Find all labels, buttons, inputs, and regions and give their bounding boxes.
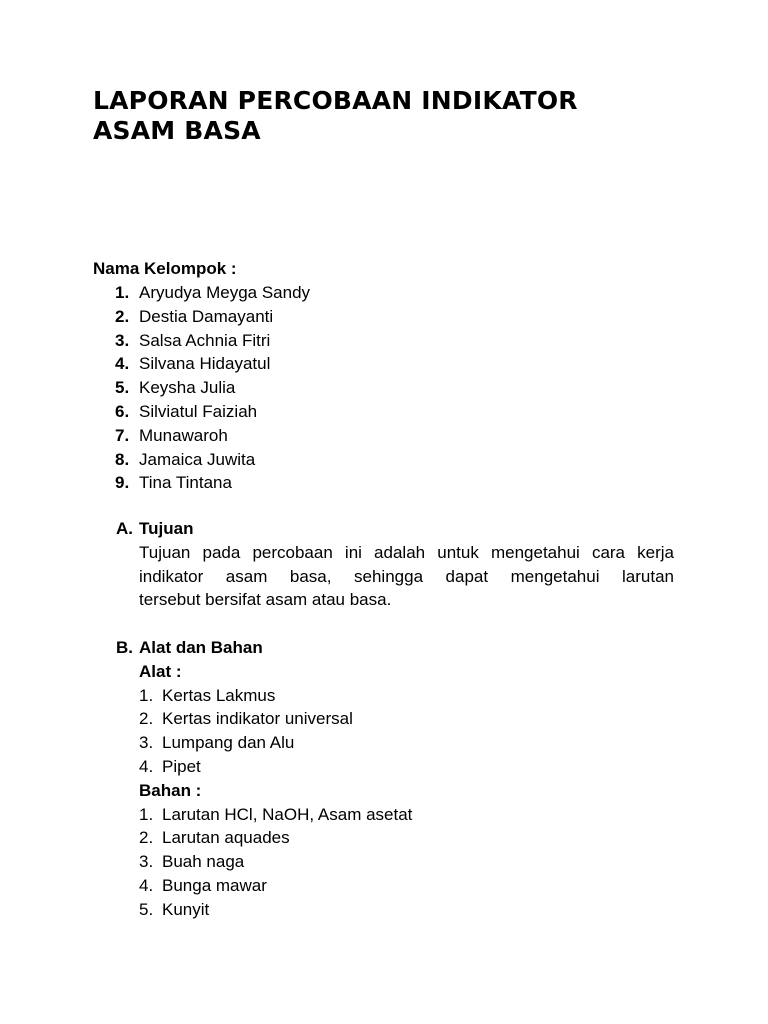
list-item — [93, 424, 310, 448]
list-item — [93, 329, 310, 353]
document-title — [93, 86, 693, 146]
member-name: Tina Tintana — [139, 473, 232, 493]
list-number: 9. — [115, 473, 130, 493]
list-number: 4. — [139, 756, 154, 776]
section-heading — [116, 636, 412, 660]
section-alat-bahan — [116, 636, 412, 922]
member-name: Silvana Hidayatul — [139, 354, 271, 374]
paragraph-line: Tujuan pada percobaan ini adalah untuk mengetahui cara kerja — [139, 542, 674, 562]
section-letter: B. — [116, 638, 133, 657]
member-name: Aryudya Meyga Sandy — [139, 283, 311, 302]
member-name: Destia Damayanti — [139, 306, 274, 326]
item-text: Buah naga — [162, 852, 245, 872]
list-number: 3. — [115, 330, 130, 350]
section-title: Alat dan Bahan — [139, 638, 263, 657]
section-heading — [116, 517, 674, 541]
bahan-list — [139, 803, 412, 922]
item-text: Kertas indikator universal — [162, 709, 353, 729]
list-item — [93, 448, 310, 472]
member-list — [93, 281, 310, 495]
member-name: Silviatul Faiziah — [139, 401, 258, 421]
member-name: Munawaroh — [139, 425, 228, 445]
item-text: Lumpang dan Alu — [162, 733, 295, 753]
alat-list — [139, 684, 412, 779]
list-item — [93, 376, 310, 400]
list-number: 8. — [115, 449, 130, 469]
title-line: LAPORAN PERCOBAAN INDIKATOR — [93, 86, 578, 115]
list-number: 2. — [139, 709, 154, 729]
section-tujuan — [116, 517, 674, 612]
bahan-label: Bahan : — [139, 780, 202, 800]
list-number: 5. — [139, 899, 154, 919]
list-item — [139, 898, 412, 922]
section-letter: A. — [116, 519, 133, 538]
list-item — [93, 471, 310, 495]
member-name: Jamaica Juwita — [139, 449, 256, 469]
list-number: 2. — [139, 828, 154, 848]
section-title: Tujuan — [139, 519, 194, 538]
list-number: 2. — [115, 306, 130, 326]
item-text: Kunyit — [162, 899, 210, 919]
list-number: 7. — [115, 425, 130, 445]
list-item — [139, 707, 412, 731]
list-item — [139, 731, 412, 755]
list-item — [139, 850, 412, 874]
item-text: Larutan aquades — [162, 828, 290, 848]
list-item — [139, 874, 412, 898]
list-item — [139, 803, 412, 827]
list-number: 4. — [115, 354, 130, 374]
list-number: 1. — [139, 804, 154, 824]
group-label: Nama Kelompok : — [93, 259, 237, 278]
list-number: 6. — [115, 401, 130, 421]
list-item — [139, 826, 412, 850]
list-number: 1. — [139, 685, 154, 705]
list-item — [139, 755, 412, 779]
paragraph-line: indikator asam basa, sehingga dapat mengetahui larutan — [139, 566, 674, 586]
item-text: Larutan HCl, NaOH, Asam asetat — [162, 804, 413, 824]
list-item — [93, 352, 310, 376]
list-number: 3. — [139, 733, 154, 753]
item-text: Kertas Lakmus — [162, 685, 276, 705]
alat-label: Alat : — [139, 661, 182, 681]
list-number: 4. — [139, 875, 154, 895]
list-item — [93, 305, 310, 329]
member-name: Salsa Achnia Fitri — [139, 330, 271, 350]
member-name: Keysha Julia — [139, 378, 236, 398]
paragraph-line: tersebut bersifat asam atau basa. — [139, 590, 392, 610]
list-item — [93, 400, 310, 424]
title-line: ASAM BASA — [93, 116, 261, 145]
list-number: 1. — [115, 283, 130, 302]
list-item — [93, 281, 310, 305]
list-number: 3. — [139, 852, 154, 872]
item-text: Pipet — [162, 756, 201, 776]
list-number: 5. — [115, 378, 130, 398]
paragraph-tujuan — [139, 541, 674, 612]
item-text: Bunga mawar — [162, 875, 267, 895]
list-item — [139, 684, 412, 708]
